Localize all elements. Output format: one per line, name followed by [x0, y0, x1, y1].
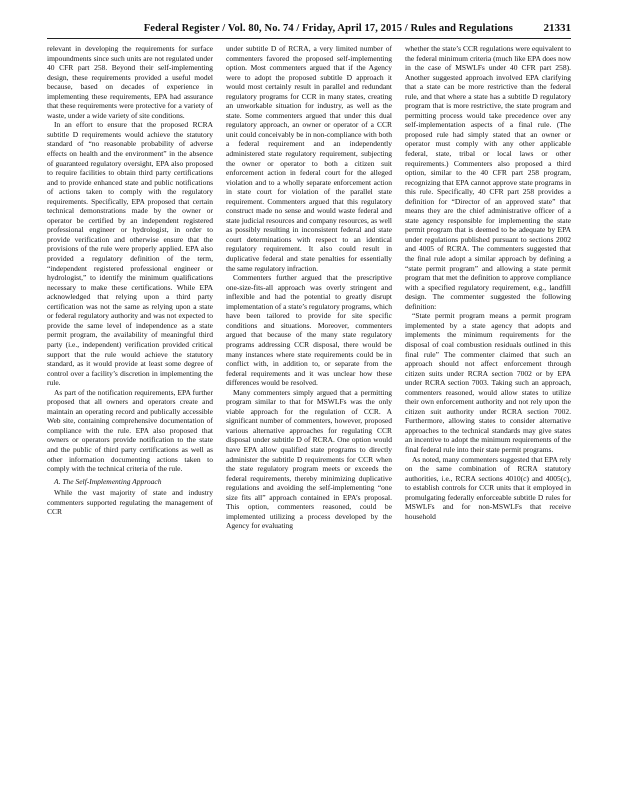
paragraph: relevant in developing the requirements for surface impoundments since such units are not regulated under 40 CFR part 258. Beyond their self-implementing design, these requirements provided a useful model because, based on decades of experience in implementing these requirements, EPA had assurance that these requirements were protective for a variety of waste, under a wide variety of site conditions. [47, 44, 213, 120]
paragraph: In an effort to ensure that the proposed RCRA subtitle D requirements would achieve the statutory standard of “no reasonable probability of adverse effects on health and the environment” in the absence of guaranteed regulatory oversight, EPA also proposed to require facilities to obtain third party certifications and to provide enhanced state and public notifications of actions taken to comply with the regulatory requirements. Specifically, EPA proposed that certain technical demonstrations made by the owner or operator be certified by an independent registered professional engineer or hydrologist, in order to provide verification and otherwise ensure that the provisions of the rule were properly applied. EPA also provided a regulatory definition of the term, “independent registered professional engineer or hydrologist,” to identify the minimum qualifications necessary to make these certifications. While EPA acknowledged that relying upon a third party certification was not the same as relying upon a state or federal regulatory authority and was not expected to provide the same level of independence as a state permit program, the availability of meaningful third party (i.e., independent) verification provided critical support that the rule would achieve the statutory standard, as it would provide at least some degree of control over a facility’s discretion in implementing the rule. [47, 120, 213, 388]
text-columns [47, 44, 572, 784]
column-left [47, 44, 213, 784]
paragraph: whether the state’s CCR regulations were equivalent to the federal minimum criteria (much like EPA does now in the case of MSWLFs under 40 CFR part 258). Another suggested approach involved EPA clarifying that a state can be more restrictive than the federal rule, and that where a state has a subtitle D regulatory program that is more restrictive, the state program and permitting process would take precedence over any self-implementation aspects of a final rule. (The proposed rule had simply stated that an owner or operator must comply with any other applicable federal, state, tribal or local laws or other requirements.) Commenters also proposed a third option, similar to the 40 CFR part 258 program, recognizing that EPA cannot approve state programs in this rule. Specifically, 40 CFR part 258 provides a definition for “Director of an approved state” that means they are the chief administrative officer of a state agency responsible for implementing the state permit program that is deemed to be adequate by EPA under regulations published pursuant to sections 2002 and 4005 of RCRA. The commenters suggested that the final rule adopt a similar approach by defining a “state permit program” and allowing a state permit program that met the definition to approve compliance with a specified regulatory requirement, e.g., landfill design. The commenter suggested the following definition: [405, 44, 571, 311]
column-right [405, 44, 571, 784]
running-title: Federal Register / Vol. 80, No. 74 / Friday, April 17, 2015 / Rules and Regulations [143, 23, 513, 34]
section-heading: A. The Self-Implementing Approach [54, 476, 162, 486]
paragraph: As part of the notification requirements, EPA further proposed that all owners and operators create and maintain an operating record and publically accessible Web site, containing comprehensive documentation of compliance with the rule. EPA also proposed that owners or operators provide notification to the state and the public of third party certifications as well as other information documenting actions taken to comply with the technical criteria of the rule. [47, 387, 213, 474]
paragraph: While the vast majority of state and industry commenters supported regulating the management of CCR [47, 488, 213, 517]
column-middle [226, 44, 392, 784]
page-number: 21331 [543, 22, 571, 34]
page-header [47, 22, 571, 39]
paragraph: “State permit program means a permit program implemented by a state agency that adopts and implements the minimum requirements for the disposal of coal combustion residuals outlined in this final rule” The commenter claimed that such an approach should not affect enforcement through citizen suits under RCRA section 7002 or by EPA under RCRA section 7003. Taking such an approach, commenters reasoned, would allow states to utilize their own enforcement authority and not rely upon the citizen suit authority under RCRA section 7002. Furthermore, allowing states to consider alternative approaches to the technical standards may give states an incentive to adopt the minimum requirements of the final federal rule into their state permit programs. [405, 311, 571, 454]
paragraph: under subtitle D of RCRA, a very limited number of commenters favored the proposed self-implementing option. Most commenters argued that if the Agency were to adopt the proposed subtitle D approach it would most certainly result in parallel and redundant regulatory programs for CCR in many states, creating an unworkable situation for industry, as well as the state. Some commenters argued that under this dual regulatory approach, an owner or operator of a CCR unit could conceivably be in non-compliance with both a federal requirement and an independently administered state regulatory requirement, subjecting the owner or operator to both a citizen suit enforcement action in federal court for the alleged violation and to a wholly separate enforcement action in state court for violation of the parallel state requirement. Commenters argued that this regulatory construct made no sense and would waste federal and state judicial resources and company resources, as well as possibly resulting in inconsistent federal and state court determinations with respect to an identical regulatory requirement. It also could result in duplicative federal and state penalties for essentially the same regulatory infraction. [226, 44, 392, 273]
paragraph: Commenters further argued that the prescriptive one-size-fits-all approach was overly stringent and inflexible and had the potential to greatly disrupt implementation of a state’s regulatory programs, which have been tailored to provide for site specific conditions and situations. Moreover, commenters argued that because of the many state regulatory programs addressing CCR disposal, there would be many instances where state requirements could be in conflict with, in addition to, or separate from the federal requirements and it was unclear how these differences would be resolved. [226, 273, 392, 388]
paragraph: As noted, many commenters suggested that EPA rely on the same combination of RCRA statutory authorities, i.e., RCRA sections 4010(c) and 4005(c), to establish controls for CCR units that it employed in promulgating federally enforceable subtitle D rules for MSWLFs and for non-MSWLFs that receive household [405, 454, 571, 521]
paragraph: Many commenters simply argued that a permitting program similar to that for MSWLFs was the only viable approach for the regulation of CCR. A significant number of commenters, however, proposed various alternative approaches for regulating CCR disposal under subtitle D of RCRA. One option would have EPA allow qualified state programs to directly administer the subtitle D requirements for CCR when the state regulatory program meets or exceeds the federal requirements, thereby minimizing duplicative regulations and avoiding the self-implementing “one size fits all” approach contained in EPA’s proposal. This option, commenters reasoned, could be implemented utilizing a process developed by the Agency for evaluating [226, 387, 392, 531]
